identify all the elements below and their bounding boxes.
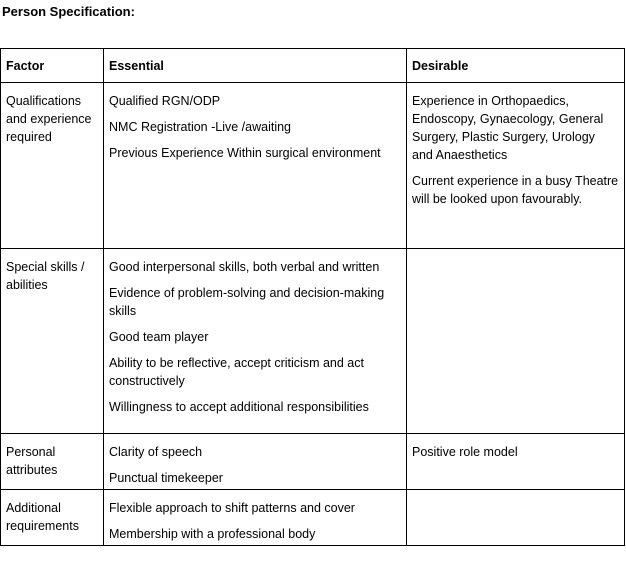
essential-item: Flexible approach to shift patterns and cover <box>109 501 355 515</box>
essential-item: Good team player <box>109 330 209 344</box>
table-row-personal-attributes <box>1 434 625 490</box>
essential-item: Evidence of problem-solving and decision-making skills <box>109 286 385 318</box>
desirable-item: Current experience in a busy Theatre will be looked upon favourably. <box>412 174 619 206</box>
document-title: Person Specification: <box>2 4 135 19</box>
essential-item: Previous Experience Within surgical environment <box>109 146 381 160</box>
desirable-cell <box>407 434 625 490</box>
factor-cell <box>1 434 104 490</box>
factor-cell <box>1 490 104 546</box>
desirable-cell <box>407 249 625 434</box>
header-row <box>1 49 625 83</box>
table-row-special-skills <box>1 249 625 434</box>
factor-label: Qualifications and experience required <box>6 94 92 144</box>
essential-item: NMC Registration -Live /awaiting <box>109 120 292 134</box>
essential-item: Willingness to accept additional responsibilities <box>109 400 369 414</box>
essential-item: Membership with a professional body <box>109 527 316 541</box>
desirable-cell <box>407 490 625 546</box>
desirable-item: Positive role model <box>412 445 518 459</box>
header-essential: Essential <box>104 49 407 83</box>
essential-cell <box>104 249 407 434</box>
table-row-additional-requirements <box>1 490 625 546</box>
factor-label: Personal attributes <box>6 445 58 477</box>
essential-item: Punctual timekeeper <box>109 471 223 485</box>
essential-item: Ability to be reflective, accept criticism and act constructively <box>109 356 364 388</box>
essential-item: Clarity of speech <box>109 445 203 459</box>
factor-label: Additional requirements <box>6 501 79 533</box>
header-factor: Factor <box>1 49 104 83</box>
header-desirable: Desirable <box>407 49 625 83</box>
essential-cell <box>104 490 407 546</box>
essential-item: Good interpersonal skills, both verbal and written <box>109 260 380 274</box>
essential-cell <box>104 83 407 249</box>
desirable-item: Experience in Orthopaedics, Endoscopy, Gynaecology, General Surgery, Plastic Surgery, Urology and Anaesthetics <box>412 94 604 162</box>
table-row-qualifications <box>1 83 625 249</box>
factor-cell <box>1 83 104 249</box>
essential-cell <box>104 434 407 490</box>
factor-label: Special skills / abilities <box>6 260 85 292</box>
desirable-cell <box>407 83 625 249</box>
essential-item: Qualified RGN/ODP <box>109 94 221 108</box>
person-spec-table <box>0 48 625 546</box>
factor-cell <box>1 249 104 434</box>
